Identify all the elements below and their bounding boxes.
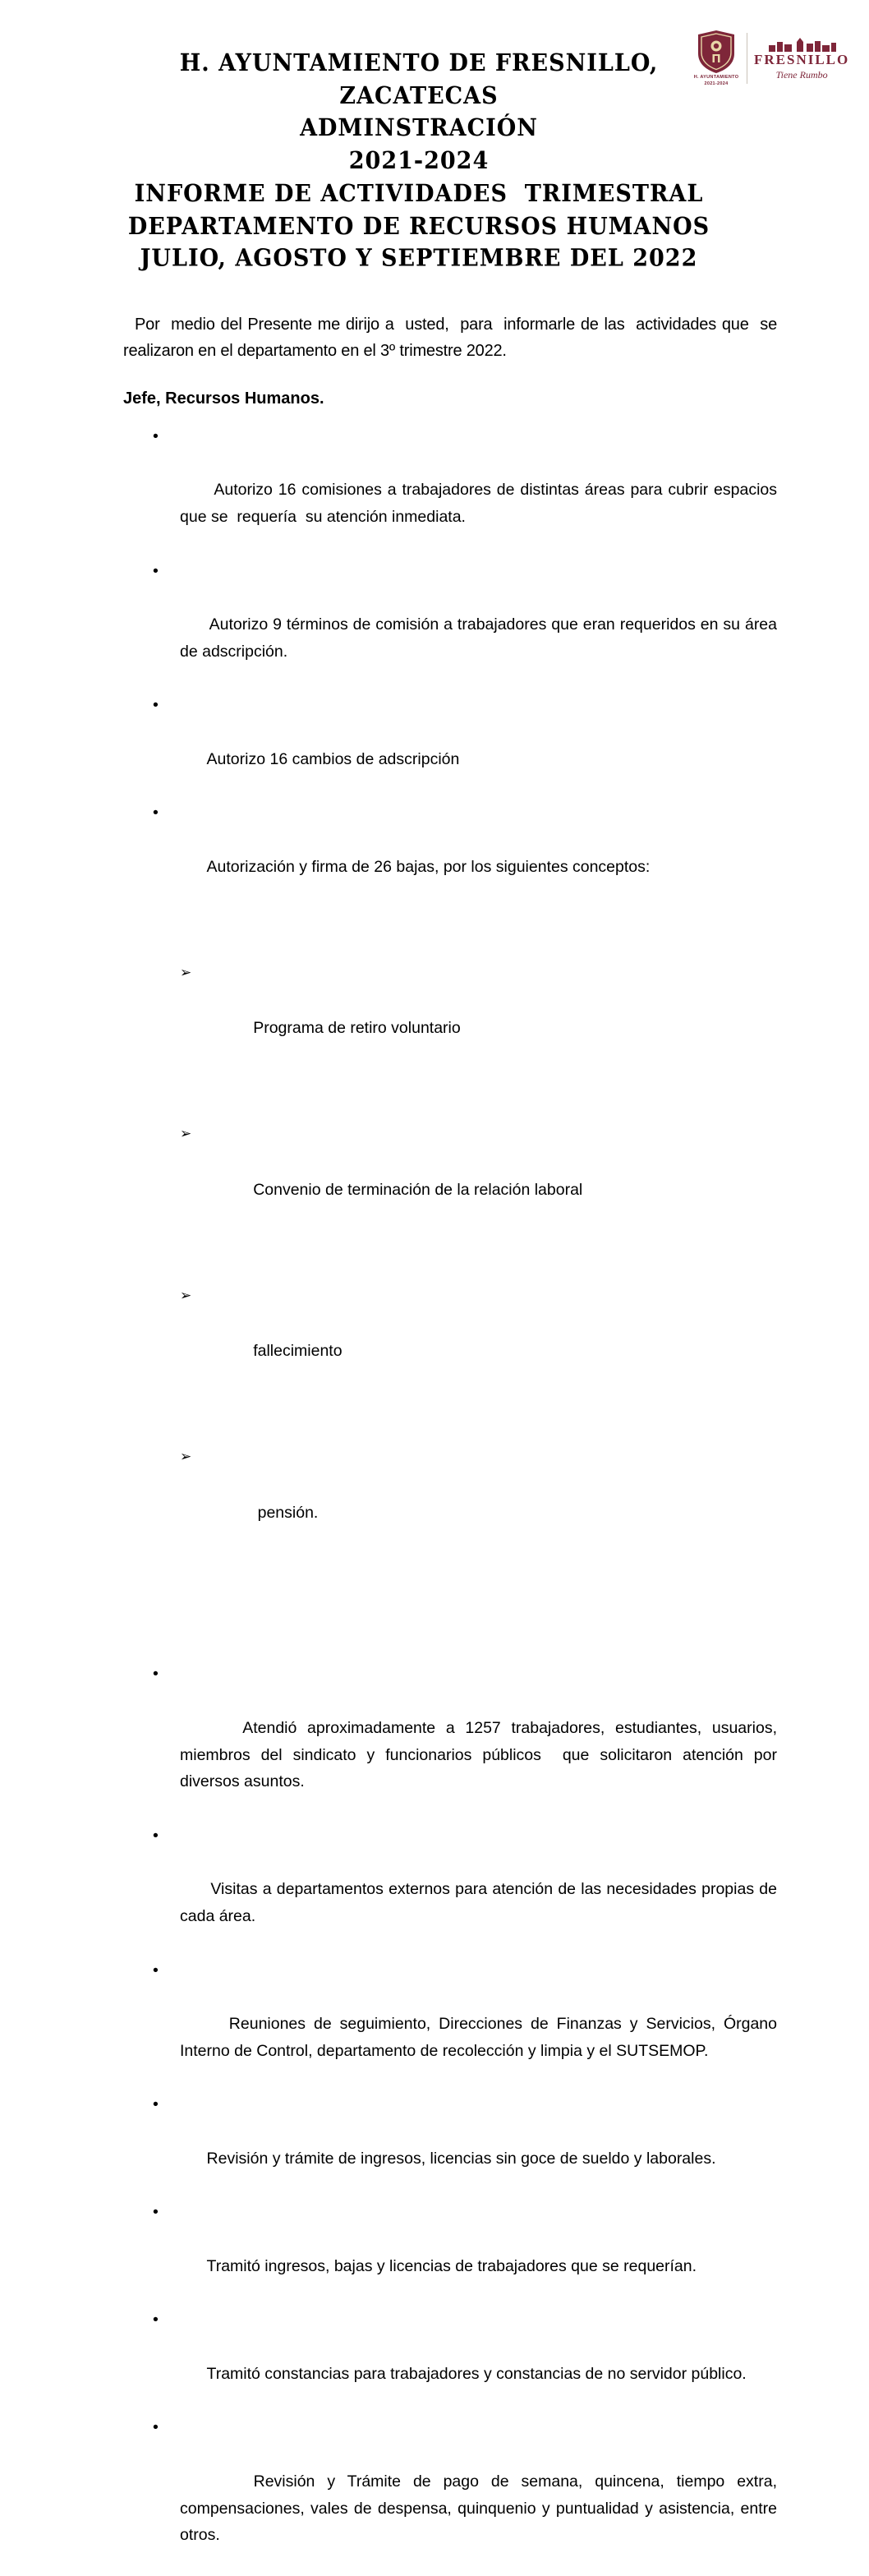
list-item (153, 1661, 782, 1823)
skyline-icon (764, 35, 839, 52)
list-item-text: Atendió aproximadamente a 1257 trabajadores, estudiantes, usuarios, miembros del sindicato y funcionarios públicos que solicitaron atención por diversos asuntos. (180, 1718, 782, 1791)
list-item (153, 692, 777, 800)
list-item-text: Revisión y trámite de ingresos, licencias sin goce de sueldo y laborales. (206, 2149, 716, 2168)
bullet-icon: • (153, 1826, 159, 1845)
bullet-icon: • (153, 2418, 159, 2437)
list-item (153, 2199, 777, 2306)
list-item (153, 423, 782, 558)
bullet-icon: • (153, 804, 159, 823)
brand-tagline: Tiene Rumbo (775, 68, 828, 81)
list-item (153, 558, 782, 693)
title-line-4: INFORME DE ACTIVIDADES TRIMESTRAL (134, 179, 704, 208)
title-line-3: 2021-2024 (348, 147, 490, 175)
list-item (153, 2414, 782, 2576)
list-item-text: Tramitó constancias para trabajadores y constancias de no servidor público. (206, 2364, 747, 2383)
sub-list-item (180, 1284, 777, 1392)
intro-text: Por medio del Presente me dirijo a usted, para informarle de las actividades que se realizaron en el departamento en el 3º trimestre 2022. (123, 316, 782, 361)
list-item (153, 1823, 782, 1957)
bullet-icon: • (153, 426, 159, 445)
sub-list (180, 907, 777, 1607)
title-line-6: JULIO, AGOSTO Y SEPTIEMBRE DEL 2022 (140, 245, 698, 273)
list-item-text: Tramitó ingresos, bajas y licencias de trabajadores que se requerían. (206, 2256, 697, 2275)
list-item-text: Autorizo 16 comisiones a trabajadores de distintas áreas para cubrir espacios que se requería su atención inmediata. (180, 481, 782, 527)
list-item (153, 2306, 777, 2414)
list-item-text: Autorizo 16 cambios de adscripción (206, 749, 460, 768)
title-line-5: DEPARTAMENTO DE RECURSOS HUMANOS (127, 212, 710, 240)
list-item-text: Autorización y firma de 26 bajas, por los siguientes conceptos: (206, 857, 651, 876)
crest-title: H. AYUNTAMIENTO (693, 75, 739, 80)
document-title-block (123, 48, 715, 276)
list-item-text: Reuniones de seguimiento, Direcciones de Finanzas y Servicios, Órgano Interno de Control, departamento de recolección y limpia y el SUTSEMOP. (180, 2015, 782, 2060)
list-item-text: Revisión y Trámite de pago de semana, quincena, tiempo extra, compensaciones, vales de despensa, quinquenio y puntualidad y asistencia, entre otros. (180, 2472, 782, 2545)
sub-list-item-text: fallecimiento (253, 1342, 343, 1361)
bullet-icon: • (153, 2203, 159, 2222)
brand-name: FRESNILLO (754, 51, 850, 67)
sub-list-item-text: pensión. (253, 1503, 319, 1522)
bullet-icon: • (153, 696, 159, 715)
section-heading: Jefe, Recursos Humanos. (123, 389, 324, 408)
crest-years: 2021-2024 (704, 81, 729, 86)
title-line-1: H. AYUNTAMIENTO DE FRESNILLO, ZACATECAS (179, 49, 667, 110)
intro-paragraph (123, 311, 782, 365)
list-item (153, 1957, 782, 2092)
sub-list-item (180, 961, 777, 1069)
list-item-text: Autorizo 9 términos de comisión a trabajadores que eran requeridos en su área de adscripción. (180, 615, 782, 661)
list-item (153, 2091, 777, 2199)
bullet-icon: • (153, 1665, 159, 1684)
title-line-2: ADMINSTRACIÓN (300, 114, 538, 142)
brand-block (754, 35, 849, 81)
sub-list-item-text: Convenio de terminación de la relación laboral (253, 1180, 583, 1199)
arrow-bullet-icon: ➢ (180, 964, 192, 980)
bullet-icon: • (153, 1961, 159, 1979)
arrow-bullet-icon: ➢ (180, 1449, 192, 1465)
arrow-bullet-icon: ➢ (180, 1287, 192, 1303)
list-item-text: Visitas a departamentos externos para atención de las necesidades propias de cada área. (180, 1880, 782, 1926)
bullet-icon: • (153, 2095, 159, 2114)
sub-list-item (180, 1122, 777, 1230)
municipal-logo (692, 30, 849, 86)
list-item (153, 800, 777, 1661)
sub-list-item-text: Programa de retiro voluntario (253, 1019, 461, 1038)
bullet-icon: • (153, 561, 159, 580)
arrow-bullet-icon: ➢ (180, 1126, 192, 1142)
sub-list-item (180, 1445, 777, 1553)
activities-list (123, 423, 782, 2576)
bullet-icon: • (153, 2311, 159, 2329)
